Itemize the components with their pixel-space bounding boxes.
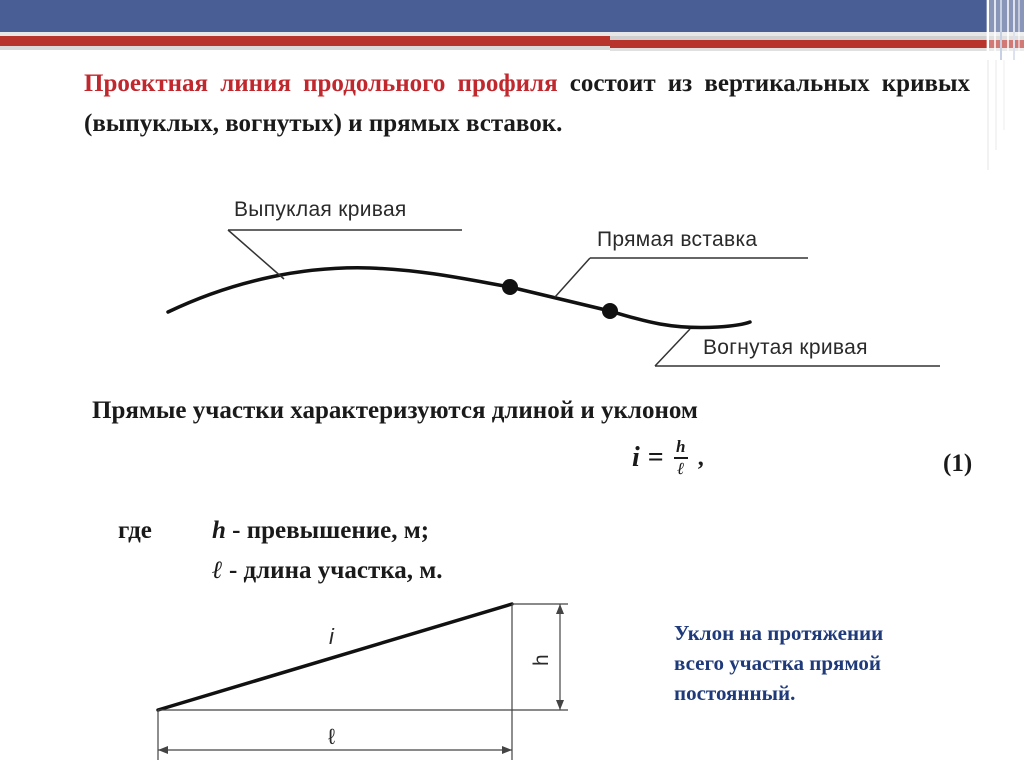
note-line-1: Уклон на протяжении bbox=[674, 621, 884, 645]
note-line-3: постоянный. bbox=[674, 681, 796, 705]
label-concave-curve: Вогнутая кривая bbox=[703, 336, 868, 359]
definition-h-symbol: h bbox=[212, 517, 226, 544]
definition-h-text: - превышение, м; bbox=[225, 517, 430, 544]
formula-numerator: h bbox=[676, 437, 686, 456]
label-straight-insert: Прямая вставка bbox=[597, 228, 758, 251]
definition-l-text: - длина участка, м. bbox=[222, 557, 443, 584]
label-length-l: ℓ bbox=[328, 724, 336, 749]
label-height-h: h bbox=[529, 654, 553, 666]
definition-l-symbol: ℓ bbox=[212, 557, 223, 584]
intro-rest: состоит из вертикальных кривых (выпуклых, вогнутых) и прямых вставок. bbox=[84, 70, 970, 137]
formula-equals: = bbox=[647, 442, 664, 473]
formula-trail: , bbox=[697, 444, 704, 471]
equation-number: (1) bbox=[943, 450, 973, 477]
formula-lhs: i bbox=[632, 442, 640, 473]
note-line-2: всего участка прямой bbox=[674, 651, 882, 675]
note-text bbox=[674, 618, 974, 708]
section-statement: Прямые участки характеризуются длиной и уклоном bbox=[92, 397, 698, 424]
where-label: где bbox=[118, 517, 152, 544]
formula-denominator: ℓ bbox=[677, 459, 685, 478]
label-slope-i: i bbox=[329, 624, 335, 649]
label-convex-curve: Выпуклая кривая bbox=[234, 198, 407, 221]
slope-line bbox=[158, 604, 512, 710]
intro-highlight: Проектная линия продольного профиля bbox=[84, 70, 558, 97]
